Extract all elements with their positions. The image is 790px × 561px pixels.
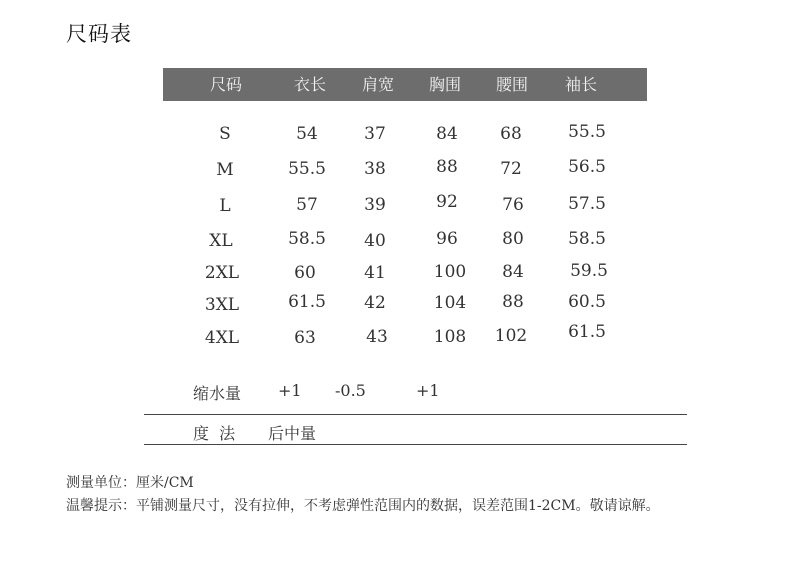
measurement-tip-note: 温馨提示：平铺测量尺寸，没有拉伸，不考虑弹性范围内的数据，误差范围1-2CM。敬请谅解。 <box>66 498 660 514</box>
cell-shoulder: 38 <box>364 159 386 179</box>
cell-shoulder: 37 <box>364 124 386 144</box>
cell-length: 54 <box>296 124 318 144</box>
measurement-unit-note: 测量单位：厘米/CM <box>66 475 194 491</box>
cell-chest: 92 <box>436 192 458 212</box>
cell-length: 58.5 <box>288 229 326 249</box>
cell-sleeve: 59.5 <box>570 261 608 281</box>
cell-waist: 76 <box>502 195 524 215</box>
cell-waist: 88 <box>502 292 524 312</box>
cell-length: 61.5 <box>288 292 326 312</box>
cell-waist: 68 <box>500 124 522 144</box>
cell-sleeve: 55.5 <box>568 122 606 142</box>
cell-size: XL <box>209 231 233 251</box>
header-length: 衣长 <box>293 75 327 94</box>
cell-waist: 72 <box>500 159 522 179</box>
cell-shoulder: 41 <box>364 263 386 283</box>
cell-chest: 108 <box>433 327 467 347</box>
cell-length: 63 <box>294 328 316 348</box>
cell-sleeve: 58.5 <box>568 229 606 249</box>
cell-chest: 104 <box>433 293 467 313</box>
cell-shoulder: 43 <box>366 327 388 347</box>
shrinkage-length: +1 <box>278 381 302 400</box>
shrinkage-label: 缩水量 <box>193 384 242 403</box>
cell-length: 60 <box>294 263 316 283</box>
shrinkage-chest: +1 <box>416 381 440 400</box>
header-shoulder: 肩宽 <box>361 75 395 94</box>
cell-length: 55.5 <box>288 159 326 179</box>
cell-size: 2XL <box>204 263 240 283</box>
cell-sleeve: 61.5 <box>568 322 606 342</box>
cell-chest: 96 <box>436 229 458 249</box>
header-chest: 胸围 <box>428 75 462 94</box>
cell-size: L <box>219 196 231 216</box>
page-title: 尺码表 <box>66 22 132 46</box>
shrinkage-shoulder: -0.5 <box>335 381 366 400</box>
method-value: 后中量 <box>268 424 317 443</box>
cell-size: M <box>216 160 234 180</box>
cell-shoulder: 42 <box>364 293 386 313</box>
cell-waist: 80 <box>502 229 524 249</box>
table-header <box>163 68 647 101</box>
header-sleeve: 袖长 <box>564 75 598 94</box>
cell-shoulder: 39 <box>364 195 386 215</box>
cell-size: 3XL <box>204 295 240 315</box>
cell-size: S <box>219 124 231 144</box>
cell-size: 4XL <box>204 328 240 348</box>
method-label: 度 法 <box>193 424 236 443</box>
cell-chest: 88 <box>436 157 458 177</box>
cell-sleeve: 56.5 <box>568 157 606 177</box>
cell-chest: 100 <box>433 262 467 282</box>
cell-shoulder: 40 <box>364 231 386 251</box>
header-waist: 腰围 <box>495 75 529 94</box>
cell-sleeve: 57.5 <box>568 194 606 214</box>
cell-chest: 84 <box>436 124 458 144</box>
divider-bottom <box>144 444 687 445</box>
cell-sleeve: 60.5 <box>568 292 606 312</box>
header-size: 尺码 <box>209 75 243 94</box>
cell-waist: 84 <box>502 262 524 282</box>
cell-length: 57 <box>296 195 318 215</box>
cell-waist: 102 <box>494 326 528 346</box>
divider-top <box>144 414 687 415</box>
